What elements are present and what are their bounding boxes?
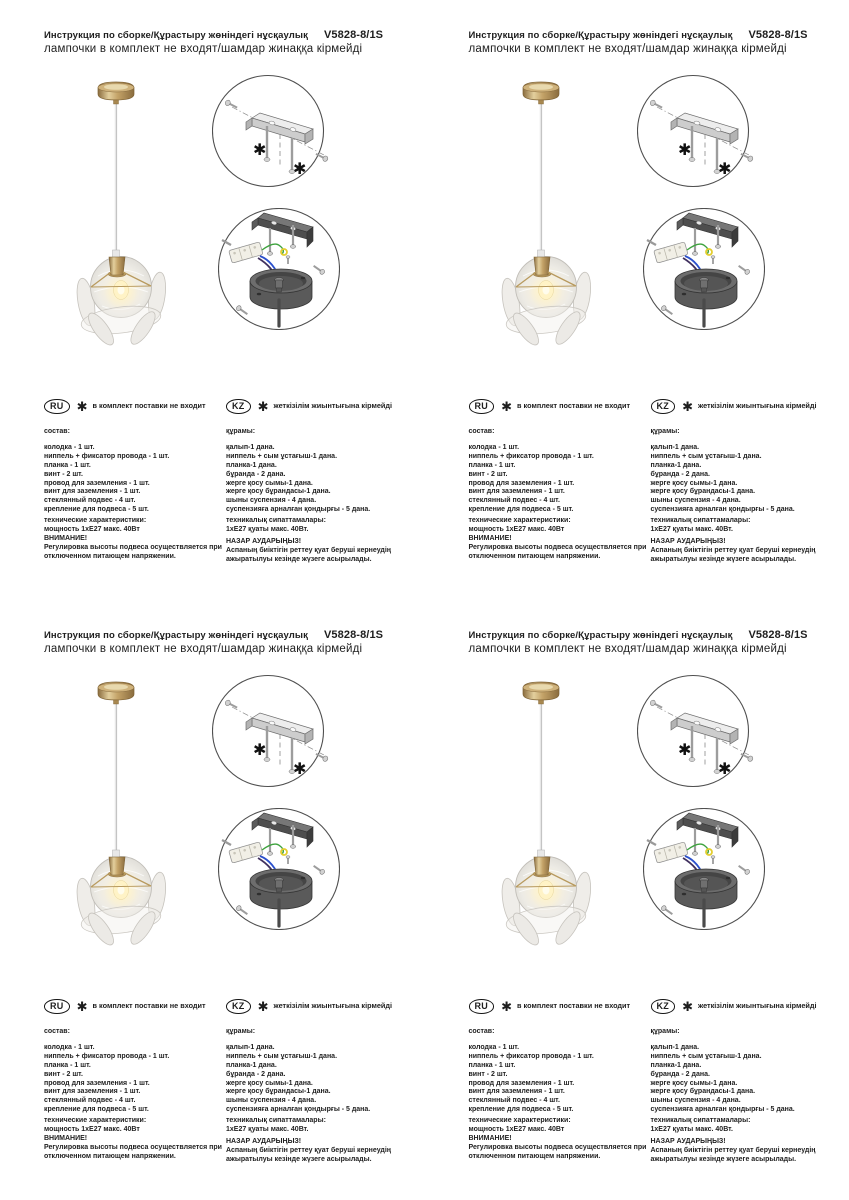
kz-badge: KZ	[651, 399, 676, 414]
part-item: колодка - 1 шт.	[468, 1043, 520, 1051]
ru-section	[44, 399, 230, 562]
sheet-title: Инструкция по сборке/Құрастыру жөніндегі нұсқаулық	[468, 30, 733, 41]
part-item: бұранда - 2 дана.	[650, 470, 710, 478]
socket-drawing	[109, 850, 125, 875]
part-item: колодка - 1 шт.	[468, 443, 520, 451]
part-item: жерге қосу бұрандасы-1 дана.	[226, 1088, 331, 1096]
ru-specs-value: мощность 1хЕ27 макс. 40Вт	[468, 1126, 565, 1134]
ru-list-title: состав:	[468, 428, 495, 435]
part-item: шыны суспензия - 4 дана.	[650, 497, 741, 505]
kz-warning-title: НАЗАР АУДАРЫҢЫЗ!	[650, 537, 726, 545]
part-item: суспензияға арналған қондырғы - 5 дана.	[650, 506, 795, 514]
sheet-cell-top-left	[0, 0, 425, 600]
part-item: қалып-1 дана.	[650, 1043, 700, 1051]
instruction-sheet	[0, 0, 425, 600]
ru-parts-list	[44, 444, 230, 515]
kz-badge: KZ	[226, 399, 251, 414]
ru-specs-value: мощность 1хЕ27 макс. 40Вт	[468, 526, 565, 534]
ru-badge: RU	[469, 399, 495, 414]
instruction-sheet	[425, 0, 849, 600]
sheet-subtitle: лампочки в комплект не входят/шамдар жинаққа кірмейді	[44, 643, 363, 655]
part-item: суспензияға арналған қондырғы - 5 дана.	[226, 506, 371, 514]
ru-specs-title: технические характеристики:	[44, 517, 147, 525]
sheet-title: Инструкция по сборке/Құрастыру жөніндегі нұсқаулық	[468, 630, 733, 641]
ru-section	[469, 399, 655, 562]
part-item: ниппель + фиксатор провода - 1 шт.	[44, 1052, 170, 1060]
pendant-lamp-drawing	[501, 680, 593, 962]
part-item: винт для заземления - 1 шт.	[44, 488, 141, 496]
part-item: ниппель + сым ұстағыш-1 дана.	[650, 452, 762, 460]
kz-warning-title: НАЗАР АУДАРЫҢЫЗ!	[226, 1137, 302, 1145]
instruction-sheet	[425, 600, 849, 1200]
model-number: V5828-8/1S	[324, 629, 384, 641]
bracket-mounting-diagram	[637, 674, 759, 788]
kz-warning-text: Аспаның биіктігін реттеу қуат беруші кернеудің ажыратылуы кезінде жүзеге асырылады.	[650, 546, 816, 563]
part-item: қалып-1 дана.	[226, 443, 275, 451]
part-item: шыны суспензия - 4 дана.	[650, 1097, 741, 1105]
asterisk-icon: ✱	[501, 399, 513, 414]
kz-specs-value: 1хЕ27 қуаты макс. 40Вт.	[226, 1126, 309, 1134]
part-item: қалып-1 дана.	[226, 1043, 275, 1051]
part-item: планка - 1 шт.	[44, 461, 91, 469]
part-item: планка-1 дана.	[650, 1061, 702, 1069]
ru-list-title: состав:	[44, 1028, 70, 1035]
ru-section-header	[44, 999, 230, 1014]
part-item: жерге қосу сымы-1 дана.	[226, 479, 313, 487]
part-item: жерге қосу сымы-1 дана.	[650, 1079, 738, 1087]
ru-section-header	[44, 399, 230, 414]
part-item: крепление для подвеса - 5 шт.	[468, 506, 574, 514]
kz-list-title: құрамы:	[226, 428, 256, 435]
ru-section-header	[469, 999, 655, 1014]
part-item: планка - 1 шт.	[468, 461, 516, 469]
kz-not-included-note: жеткізілім жиынтығына кірмейді	[698, 401, 817, 411]
part-item: ниппель + фиксатор провода - 1 шт.	[468, 1052, 594, 1060]
ru-warning-text: Регулировка высоты подвеса осуществляется при отключенном питающем напряжении.	[44, 543, 222, 560]
not-included-asterisk: ✱	[293, 761, 307, 778]
part-item: колодка - 1 шт.	[44, 1043, 95, 1051]
ru-not-included-note: в комплект поставки не входит	[92, 1001, 206, 1011]
kz-specs-value: 1хЕ27 қуаты макс. 40Вт.	[226, 526, 309, 534]
ru-warning-title: ВНИМАНИЕ!	[468, 1134, 512, 1142]
not-included-asterisk: ✱	[717, 161, 731, 178]
kz-parts-list	[226, 444, 424, 515]
sheet-cell-bottom-left	[0, 600, 425, 1200]
ru-section	[44, 999, 230, 1162]
instruction-sheet	[0, 600, 425, 1200]
part-item: провод для заземления - 1 шт.	[468, 1079, 575, 1087]
ru-warning-title: ВНИМАНИЕ!	[44, 1134, 88, 1142]
part-item: провод для заземления - 1 шт.	[468, 479, 575, 487]
part-item: винт - 2 шт.	[468, 1070, 508, 1078]
not-included-asterisk: ✱	[677, 142, 691, 159]
ru-specs-value: мощность 1хЕ27 макс. 40Вт	[44, 1126, 140, 1134]
asterisk-icon: ✱	[257, 399, 269, 414]
part-item: винт для заземления - 1 шт.	[468, 1088, 565, 1096]
kz-warning-title: НАЗАР АУДАРЫҢЫЗ!	[226, 537, 302, 545]
part-item: крепление для подвеса - 5 шт.	[468, 1106, 574, 1114]
kz-not-included-note: жеткізілім жиынтығына кірмейді	[698, 1001, 817, 1011]
sheet-title: Инструкция по сборке/Құрастыру жөніндегі нұсқаулық	[44, 630, 308, 641]
kz-section	[651, 399, 849, 565]
kz-badge: KZ	[651, 999, 676, 1014]
ru-badge: RU	[44, 999, 70, 1014]
kz-section-header	[651, 399, 849, 414]
ru-warning-text: Регулировка высоты подвеса осуществляется при отключенном питающем напряжении.	[468, 1143, 647, 1160]
part-item: планка - 1 шт.	[44, 1061, 91, 1069]
ru-not-included-note: в комплект поставки не входит	[517, 401, 631, 411]
sheet-header	[469, 629, 808, 655]
ru-list-title: состав:	[44, 428, 70, 435]
asterisk-icon: ✱	[682, 999, 694, 1014]
sheet-header	[44, 629, 383, 655]
part-item: жерге қосу сымы-1 дана.	[650, 479, 738, 487]
kz-not-included-note: жеткізілім жиынтығына кірмейді	[273, 1001, 393, 1011]
ru-list-title: состав:	[468, 1028, 495, 1035]
ru-parts-list	[44, 1044, 230, 1115]
part-item: жерге қосу бұрандасы-1 дана.	[650, 488, 756, 496]
ru-specs-title: технические характеристики:	[468, 517, 571, 525]
bracket-mounting-diagram	[212, 674, 334, 788]
kz-warning-text: Аспаның биіктігін реттеу қуат беруші кернеудің ажыратылуы кезінде жүзеге асырылады.	[226, 546, 392, 563]
kz-parts-list	[226, 1044, 424, 1115]
part-item: шыны суспензия - 4 дана.	[226, 1097, 317, 1105]
part-item: қалып-1 дана.	[650, 443, 700, 451]
kz-list-title: құрамы:	[226, 1028, 256, 1035]
kz-specs-value: 1хЕ27 қуаты макс. 40Вт.	[650, 526, 733, 534]
part-item: стеклянный подвес - 4 шт.	[44, 1097, 136, 1105]
asterisk-icon: ✱	[501, 999, 513, 1014]
wiring-canopy-diagram	[218, 808, 340, 930]
kz-warning-text: Аспаның биіктігін реттеу қуат беруші кернеудің ажыратылуы кезінде жүзеге асырылады.	[650, 1146, 816, 1163]
sheet-cell-bottom-right	[425, 600, 849, 1200]
kz-section	[651, 999, 849, 1165]
kz-parts-list	[651, 444, 849, 515]
part-item: провод для заземления - 1 шт.	[44, 479, 150, 487]
part-item: винт - 2 шт.	[468, 470, 508, 478]
sheet-header	[44, 29, 383, 55]
kz-specs-value: 1хЕ27 қуаты макс. 40Вт.	[650, 1126, 733, 1134]
part-item: ниппель + сым ұстағыш-1 дана.	[226, 452, 338, 460]
bracket-mounting-diagram	[637, 74, 759, 188]
model-number: V5828-8/1S	[324, 29, 384, 41]
part-item: шыны суспензия - 4 дана.	[226, 497, 317, 505]
part-item: планка - 1 шт.	[468, 1061, 516, 1069]
wiring-canopy-diagram	[643, 208, 765, 330]
wiring-canopy-diagram	[218, 208, 340, 330]
kz-warning-title: НАЗАР АУДАРЫҢЫЗ!	[650, 1137, 726, 1145]
ru-warning-title: ВНИМАНИЕ!	[468, 534, 512, 542]
part-item: ниппель + фиксатор провода - 1 шт.	[44, 452, 170, 460]
socket-drawing	[534, 850, 550, 875]
kz-section-header	[226, 399, 424, 414]
sheet-subtitle: лампочки в комплект не входят/шамдар жинаққа кірмейді	[468, 643, 787, 655]
part-item: планка-1 дана.	[226, 1061, 277, 1069]
part-item: винт - 2 шт.	[44, 1070, 83, 1078]
kz-section	[226, 399, 424, 565]
kz-specs-title: техникалық сипаттамалары:	[226, 1117, 326, 1125]
part-item: провод для заземления - 1 шт.	[44, 1079, 150, 1087]
part-item: суспензияға арналған қондырғы - 5 дана.	[650, 1106, 795, 1114]
ru-section	[469, 999, 655, 1162]
ru-badge: RU	[469, 999, 495, 1014]
ru-parts-list	[469, 444, 655, 515]
model-number: V5828-8/1S	[748, 629, 808, 641]
part-item: крепление для подвеса - 5 шт.	[44, 506, 149, 514]
kz-section-header	[651, 999, 849, 1014]
kz-list-title: құрамы:	[650, 1028, 680, 1035]
part-item: жерге қосу бұрандасы-1 дана.	[650, 1088, 756, 1096]
part-item: стеклянный подвес - 4 шт.	[44, 497, 136, 505]
socket-drawing	[109, 250, 125, 275]
kz-list-title: құрамы:	[650, 428, 680, 435]
sheet-title: Инструкция по сборке/Құрастыру жөніндегі нұсқаулық	[44, 30, 308, 41]
kz-specs-title: техникалық сипаттамалары:	[650, 1117, 751, 1125]
kz-parts-list	[651, 1044, 849, 1115]
not-included-asterisk: ✱	[253, 142, 267, 159]
not-included-asterisk: ✱	[293, 161, 307, 178]
part-item: планка-1 дана.	[226, 461, 277, 469]
kz-badge: KZ	[226, 999, 251, 1014]
part-item: бұранда - 2 дана.	[650, 1070, 710, 1078]
part-item: ниппель + сым ұстағыш-1 дана.	[226, 1052, 338, 1060]
pendant-lamp-drawing	[76, 680, 168, 962]
part-item: винт для заземления - 1 шт.	[468, 488, 565, 496]
pendant-lamp-drawing	[501, 80, 593, 362]
model-number: V5828-8/1S	[748, 29, 808, 41]
part-item: бұранда - 2 дана.	[226, 1070, 286, 1078]
part-item: крепление для подвеса - 5 шт.	[44, 1106, 149, 1114]
ru-warning-text: Регулировка высоты подвеса осуществляется при отключенном питающем напряжении.	[468, 543, 647, 560]
kz-section	[226, 999, 424, 1165]
part-item: ниппель + сым ұстағыш-1 дана.	[650, 1052, 762, 1060]
not-included-asterisk: ✱	[253, 742, 267, 759]
part-item: стеклянный подвес - 4 шт.	[468, 1097, 560, 1105]
wiring-canopy-diagram	[643, 808, 765, 930]
kz-section-header	[226, 999, 424, 1014]
pendant-lamp-drawing	[76, 80, 168, 362]
part-item: винт - 2 шт.	[44, 470, 83, 478]
asterisk-icon: ✱	[76, 999, 88, 1014]
kz-specs-title: техникалық сипаттамалары:	[226, 517, 326, 525]
socket-drawing	[534, 250, 550, 275]
kz-warning-text: Аспаның биіктігін реттеу қуат беруші кернеудің ажыратылуы кезінде жүзеге асырылады.	[226, 1146, 392, 1163]
part-item: колодка - 1 шт.	[44, 443, 95, 451]
ceiling-canopy-drawing	[523, 82, 559, 104]
sheet-header	[469, 29, 808, 55]
ru-warning-text: Регулировка высоты подвеса осуществляется при отключенном питающем напряжении.	[44, 1143, 222, 1160]
sheet-subtitle: лампочки в комплект не входят/шамдар жинаққа кірмейді	[468, 43, 787, 55]
bracket-mounting-diagram	[212, 74, 334, 188]
part-item: стеклянный подвес - 4 шт.	[468, 497, 560, 505]
ceiling-canopy-drawing	[98, 82, 134, 104]
ru-not-included-note: в комплект поставки не входит	[92, 401, 206, 411]
part-item: жерге қосу сымы-1 дана.	[226, 1079, 313, 1087]
sheet-cell-top-right	[425, 0, 849, 600]
part-item: ниппель + фиксатор провода - 1 шт.	[468, 452, 594, 460]
asterisk-icon: ✱	[76, 399, 88, 414]
ru-not-included-note: в комплект поставки не входит	[517, 1001, 631, 1011]
part-item: суспензияға арналған қондырғы - 5 дана.	[226, 1106, 371, 1114]
ceiling-canopy-drawing	[98, 682, 134, 704]
ceiling-canopy-drawing	[523, 682, 559, 704]
ru-parts-list	[469, 1044, 655, 1115]
ru-specs-title: технические характеристики:	[44, 1117, 147, 1125]
part-item: планка-1 дана.	[650, 461, 702, 469]
part-item: винт для заземления - 1 шт.	[44, 1088, 141, 1096]
ru-badge: RU	[44, 399, 70, 414]
ru-specs-title: технические характеристики:	[468, 1117, 571, 1125]
asterisk-icon: ✱	[682, 399, 694, 414]
kz-not-included-note: жеткізілім жиынтығына кірмейді	[273, 401, 393, 411]
not-included-asterisk: ✱	[677, 742, 691, 759]
asterisk-icon: ✱	[257, 999, 269, 1014]
ru-warning-title: ВНИМАНИЕ!	[44, 534, 88, 542]
ru-specs-value: мощность 1хЕ27 макс. 40Вт	[44, 526, 140, 534]
ru-section-header	[469, 399, 655, 414]
part-item: жерге қосу бұрандасы-1 дана.	[226, 488, 331, 496]
sheet-subtitle: лампочки в комплект не входят/шамдар жинаққа кірмейді	[44, 43, 363, 55]
part-item: бұранда - 2 дана.	[226, 470, 286, 478]
kz-specs-title: техникалық сипаттамалары:	[650, 517, 751, 525]
not-included-asterisk: ✱	[717, 761, 731, 778]
